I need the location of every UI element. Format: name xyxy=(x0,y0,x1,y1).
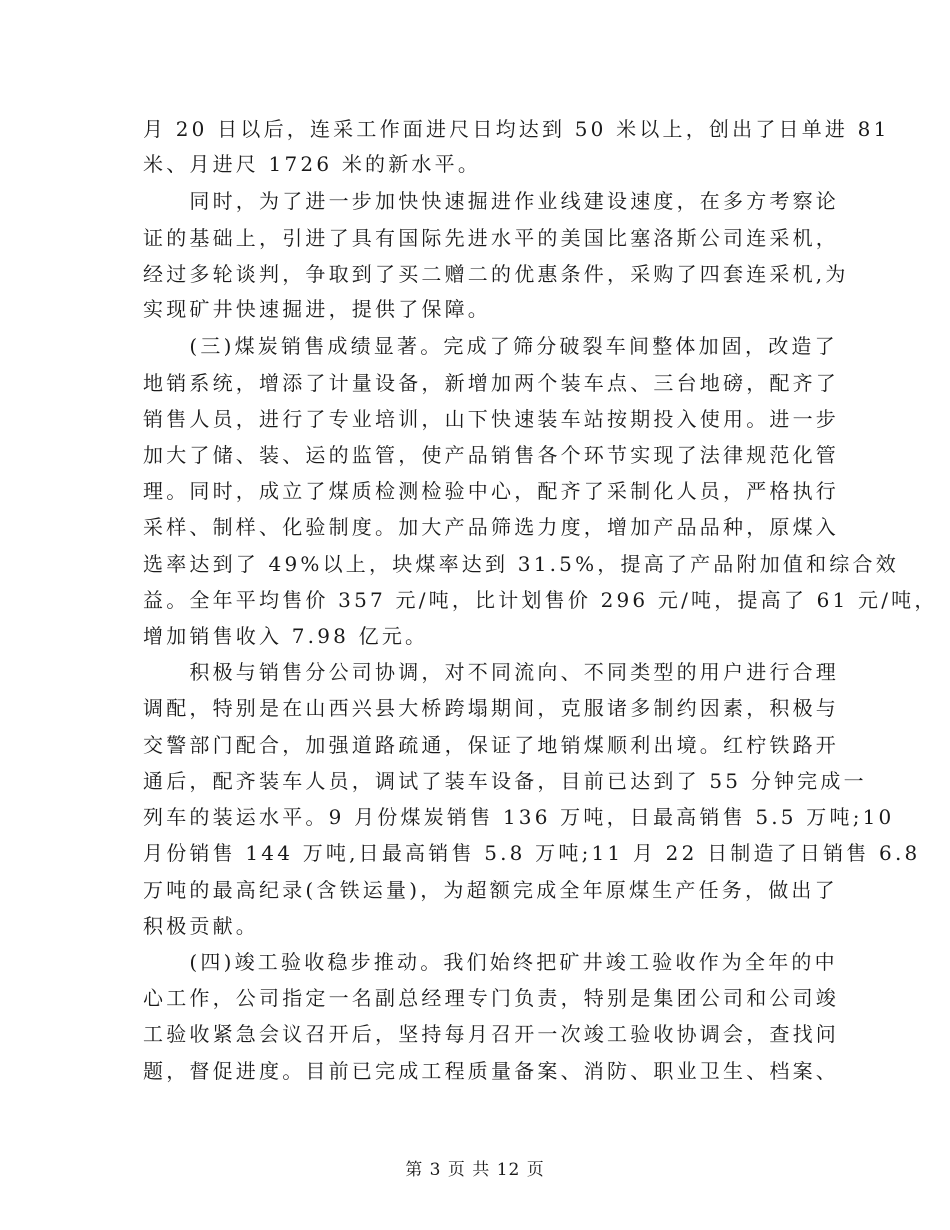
text-line: (三)煤炭销售成绩显著。完成了筛分破裂车间整体加固，改造了 xyxy=(143,334,838,358)
text-line: 月 20 日以后，连采工作面进尺日均达到 50 米以上，创出了日单进 81 xyxy=(143,117,890,141)
text-line: 万吨的最高纪录(含铁运量)，为超额完成全年原煤生产任务，做出了 xyxy=(143,878,838,902)
text-line: 选率达到了 49%以上，块煤率达到 31.5%，提高了产品附加值和综合效 xyxy=(143,552,899,576)
text-line: 工验收紧急会议召开后，坚持每月召开一次竣工验收协调会，查找问 xyxy=(143,1022,839,1046)
text-line: 益。全年平均售价 357 元/吨，比计划售价 296 元/吨，提高了 61 元/吨， xyxy=(143,588,938,612)
text-line: (四)竣工验收稳步推动。我们始终把矿井竣工验收作为全年的中 xyxy=(143,950,838,974)
page-number-footer: 第 3 页 共 12 页 xyxy=(405,1160,545,1180)
text-line: 月份销售 144 万吨,日最高销售 5.8 万吨;11 月 22 日制造了日销售 6.8 xyxy=(143,841,921,865)
text-line: 实现矿井快速掘进，提供了保障。 xyxy=(143,297,491,321)
text-line: 列车的装运水平。9 月份煤炭销售 136 万吨，日最高销售 5.5 万吨;10 xyxy=(143,805,895,829)
text-line: 销售人员，进行了专业培训，山下快速装车站按期投入使用。进一步 xyxy=(143,407,839,431)
text-line: 经过多轮谈判，争取到了买二赠二的优惠条件，采购了四套连采机,为 xyxy=(143,262,849,286)
text-line: 加大了储、装、运的监管，使产品销售各个环节实现了法律规范化管 xyxy=(143,443,839,467)
text-line: 积极贡献。 xyxy=(143,914,259,938)
text-line: 通后，配齐装车人员，调试了装车设备，目前已达到了 55 分钟完成一 xyxy=(143,769,867,793)
text-line: 题，督促进度。目前已完成工程质量备案、消防、职业卫生、档案、 xyxy=(143,1059,839,1083)
text-line: 理。同时，成立了煤质检测检验中心，配齐了采制化人员，严格执行 xyxy=(143,479,839,503)
text-line: 交警部门配合，加强道路疏通，保证了地销煤顺利出境。红柠铁路开 xyxy=(143,733,839,757)
text-line: 积极与销售分公司协调，对不同流向、不同类型的用户进行合理 xyxy=(143,660,839,684)
text-line: 证的基础上，引进了具有国际先进水平的美国比塞洛斯公司连采机， xyxy=(143,226,839,250)
text-line: 米、月进尺 1726 米的新水平。 xyxy=(143,152,482,176)
text-line: 增加销售收入 7.98 亿元。 xyxy=(143,624,429,648)
text-line: 心工作，公司指定一名副总经理专门负责，特别是集团公司和公司竣 xyxy=(143,986,839,1010)
text-line: 同时，为了进一步加快快速掘进作业线建设速度，在多方考察论 xyxy=(143,189,839,213)
text-line: 调配，特别是在山西兴县大桥跨塌期间，克服诸多制约因素，积极与 xyxy=(143,696,839,720)
text-line: 采样、制样、化验制度。加大产品筛选力度，增加产品品种，原煤入 xyxy=(143,515,839,539)
text-line: 地销系统，增添了计量设备，新增加两个装车点、三台地磅，配齐了 xyxy=(143,371,839,395)
